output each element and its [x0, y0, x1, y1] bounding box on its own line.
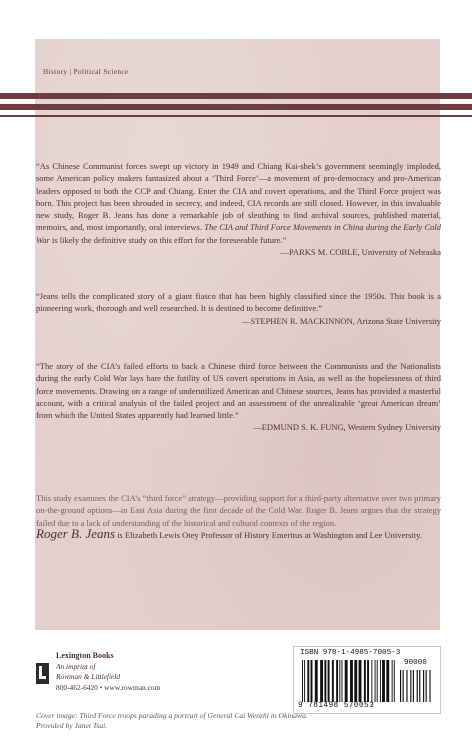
- isbn-barcode: [293, 646, 441, 714]
- decorative-stripe: [0, 115, 472, 117]
- quote-text: “The story of the CIA’s failed efforts to back a Chinese third force between the Communists and the Nationalists during the early Cold War lays bare the futility of US covert operations in Asia, as well as the hopelessness of third force movements. Drawing on a range of underutilized American and Chinese sources, Jeans has provided a masterful account, with a critical analysis of the failed project and an assessment of the unrealizable ‘great American dream’ from which the United States apparently had learned little.”: [36, 361, 441, 421]
- quote-text: “Jeans tells the complicated story of a giant fiasco that has been highly classified since the 1950s. This book is a pioneering work, thorough and well researched. It is destined to become definitive.”: [36, 291, 441, 314]
- author-name: Roger B. Jeans: [36, 526, 116, 541]
- addon-barcode-bars: [400, 670, 432, 702]
- book-summary: This study examines the CIA’s “third force” strategy—providing support for a third-party alternative over two primary on-the-ground options—in East Asia during the first decade of the Cold War. Roger B. Jeans argues that the strategy failed due to a lack of understanding of the historical and cultural contexts of the region.: [36, 493, 441, 528]
- quote-attribution: —STEPHEN R. MACKINNON, Arizona State University: [241, 315, 441, 326]
- isbn-label: ISBN 978-1-4985-7005-3: [300, 649, 401, 657]
- publisher-imprint-line: An imprint of: [56, 661, 96, 671]
- back-cover-panel: [35, 39, 440, 630]
- quote-text: “As Chinese Communist forces swept up victory in 1949 and Chiang Kai-shek’s government seemingly imploded, some American policy makers fantasized about a ‘Third Force’—a movement of pro-democracy and pro-American leaders opposed to both the CCP and Chiang. Enter the CIA and covert operations, and the Third Force project was born. This project has been shrouded in secrecy, and indeed, CIA records are still closed. However, in this invaluable new study, Roger B. Jeans has done a remarkable job of sleuthing to find archival sources, published material, memoirs, and, most importantly, oral interviews.: [36, 161, 441, 233]
- publisher-parent: Rowman & Littlefield: [56, 672, 121, 682]
- ean-number: 9 781498 570053: [298, 702, 375, 710]
- publisher-logo-icon: [36, 663, 49, 684]
- quote-attribution: —PARKS M. COBLE, University of Nebraska: [280, 247, 441, 258]
- quote-attribution: —EDMUND S. K. FUNG, Western Sydney University: [253, 422, 441, 433]
- publisher-contact: 800-462-6420 • www.rowman.com: [56, 682, 161, 692]
- publisher-name: Lexington Books: [56, 651, 114, 660]
- endorsement-quote: [36, 290, 441, 327]
- author-bio: [36, 528, 441, 541]
- author-bio-text: is Elizabeth Lewis Otey Professor of History Emeritus at Washington and Lee University.: [115, 530, 422, 540]
- ean-barcode-bars: [302, 660, 397, 702]
- quote-text: is likely the definitive study on this effort for the foreseeable future.”: [49, 234, 287, 245]
- barcode-addon-number: 90000: [404, 659, 427, 667]
- decorative-stripe: [0, 93, 472, 99]
- book-title: The CIA and Third Force Movements in China during the Early Cold War: [36, 222, 442, 245]
- decorative-stripe: [0, 104, 472, 110]
- endorsement-quote: [36, 160, 441, 258]
- endorsement-quote: [36, 360, 441, 434]
- cover-image-credit: Cover image: Third Force troops parading a portrait of General Cai Wenzhi in Okinawa. Provided by Janet Tsai.: [36, 711, 308, 731]
- category-label: History | Political Science: [43, 68, 129, 76]
